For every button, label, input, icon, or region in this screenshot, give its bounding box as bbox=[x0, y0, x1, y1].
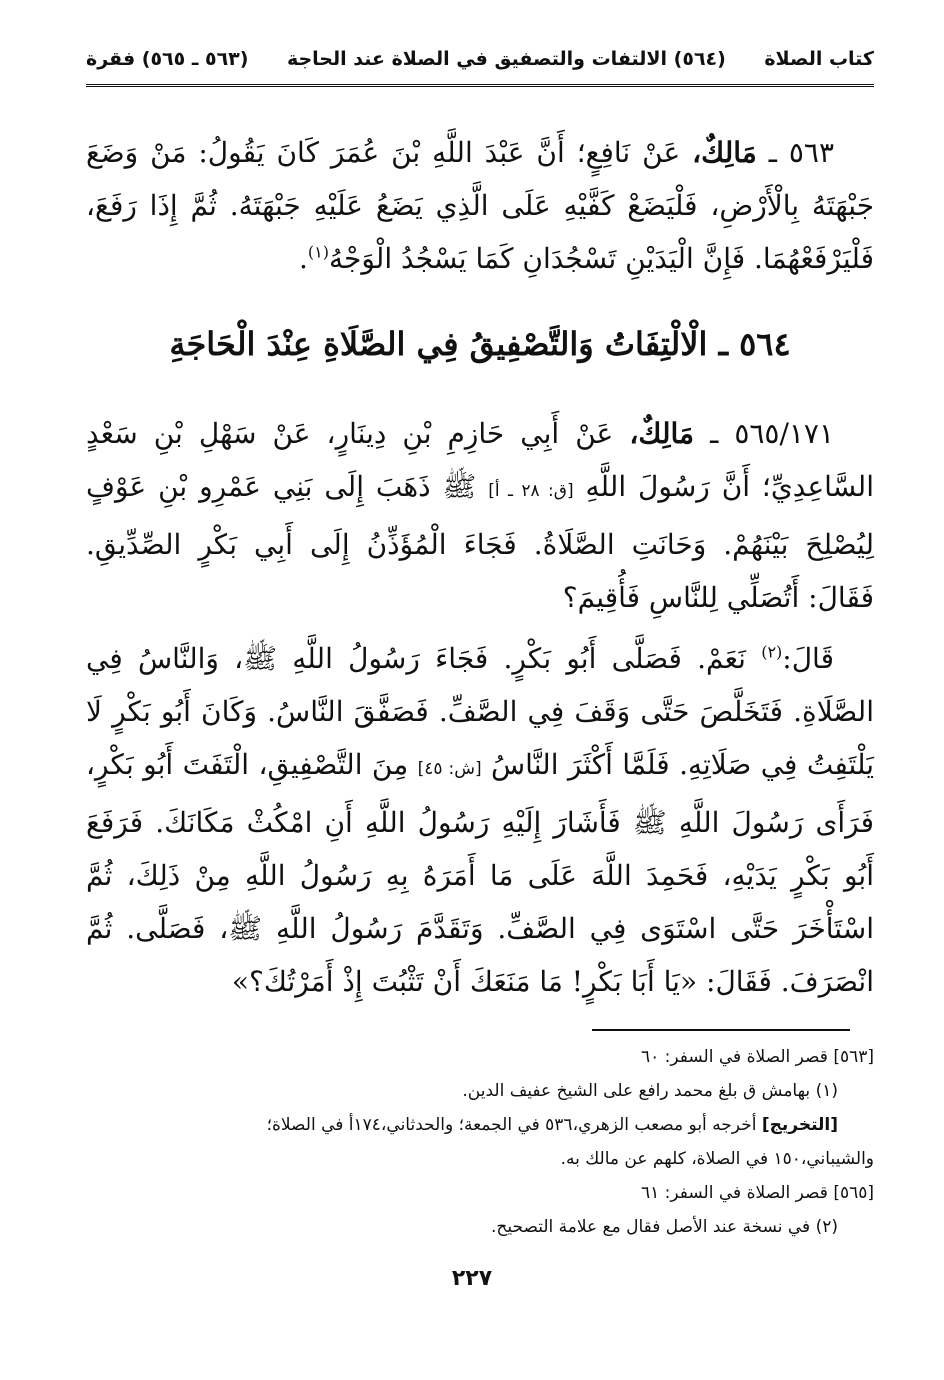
footnotes bbox=[86, 1040, 874, 1244]
hadith-563-text: عَنْ نَافِعٍ؛ أَنَّ عَبْدَ اللَّهِ بْنَ عُمَرَ كَانَ يَقُولُ: مَنْ وَضَعَ جَبْهَتَهُ بِالْأَرْضِ، فَلْيَضَعْ كَفَّيْهِ عَلَى الَّذِي يَضَعُ عَلَيْهِ جَبْهَتَهُ. ثُمَّ إِذَا رَفَعَ، فَلْيَرْفَعْهُمَا. فَإِنَّ الْيَدَيْنِ تَسْجُدَانِ كَمَا يَسْجُدُ الْوَجْهُ bbox=[86, 136, 874, 275]
hadith-565-part-1 bbox=[86, 407, 874, 624]
hadith-563-number: ٥٦٣ ـ bbox=[768, 136, 835, 169]
footnote-takhrij bbox=[86, 1108, 874, 1142]
hadith-565-text-b: ﷺ ذَهَبَ إِلَى بَنِي عَمْرِو بْنِ عَوْفٍ لِيُصْلِحَ بَيْنَهُمْ. وَحَانَتِ الصَّلَاةُ. فَجَاءَ الْمُؤَذِّنُ إِلَى أَبِي بَكْرٍ الصِّدِّيقِ. فَقَالَ: أَتُصَلِّي لِلنَّاسِ فَأُقِيمَ؟ bbox=[86, 470, 874, 614]
header-rule bbox=[86, 84, 874, 87]
manuscript-ref-2: [ش: ٤٥] bbox=[417, 759, 482, 779]
footnote-rule bbox=[592, 1029, 850, 1031]
takhrij-text: أخرجه أبو مصعب الزهري،٥٣٦ في الجمعة؛ والحدثاني،١٧٤أ في الصلاة؛ bbox=[266, 1115, 757, 1135]
hadith-565-text-c: نَعَمْ. فَصَلَّى أَبُو بَكْرٍ. فَجَاءَ رَسُولُ اللَّهِ ﷺ، وَالنَّاسُ فِي الصَّلَاةِ. فَتَخَلَّصَ حَتَّى وَقَفَ فِي الصَّفِّ. فَصَفَّقَ النَّاسُ. وَكَانَ أَبُو بَكْرٍ لَا يَلْتَفِتُ فِي صَلَاتِهِ. فَلَمَّا أَكْثَرَ النَّاسُ bbox=[86, 642, 875, 781]
hadith-565-said: قَالَ: bbox=[782, 642, 834, 675]
footnote-takhrij-continued: والشيباني،١٥٠ في الصلاة، كلهم عن مالك به. bbox=[560, 1149, 874, 1169]
footnote-marker-1[interactable]: (١) bbox=[307, 242, 329, 262]
hadith-565-part-2 bbox=[86, 632, 874, 1008]
hadith-565-number: ٥٦٥/١٧١ ـ bbox=[710, 417, 834, 450]
running-header bbox=[86, 42, 874, 76]
footnote-2: (٢) في نسخة عند الأصل فقال مع علامة التصحيح. bbox=[490, 1217, 838, 1237]
hadith-563: ٥٦٣ ـ مَالِكٌ، عَنْ نَافِعٍ؛ أَنَّ عَبْدَ اللَّهِ بْنَ عُمَرَ كَانَ يَقُولُ: مَنْ وَضَعَ جَبْهَتَهُ بِالْأَرْضِ، فَلْيَضَعْ كَفَّيْهِ عَلَى الَّذِي يَضَعُ عَلَيْهِ جَبْهَتَهُ. ثُمَّ إِذَا رَفَعَ، فَلْيَرْفَعْهُمَا. فَإِنَّ الْيَدَيْنِ تَسْجُدَانِ كَمَا يَسْجُدُ الْوَجْهُ$^{(١)}$. bbox=[86, 136, 874, 275]
takhrij-label: [التخريج] bbox=[761, 1115, 838, 1135]
footnote-marker-2[interactable]: (٢) bbox=[761, 642, 783, 662]
chapter-heading: ٥٦٤ ـ الْالْتِفَاتُ وَالتَّصْفِيقُ فِي الصَّلَاةِ عِنْدَ الْحَاجَةِ bbox=[169, 325, 791, 363]
header-chapter-title: (٥٦٤) الالتفات والتصفيق في الصلاة عند الحاجة bbox=[286, 48, 726, 70]
hadith-565-text-a: عَنْ أَبِي حَازِمِ بْنِ دِينَارٍ، عَنْ سَهْلِ بْنِ سَعْدٍ السَّاعِدِيِّ؛ أَنَّ رَسُولَ اللَّهِ bbox=[86, 417, 874, 503]
hadith-565-narrator: مَالِكٌ، bbox=[629, 417, 695, 450]
page-number: ٢٢٧ bbox=[451, 1266, 493, 1291]
footnote-1: (١) بهامش ق بلغ محمد رافع على الشيخ عفيف الدين. bbox=[462, 1081, 838, 1101]
manuscript-ref-1: [ق: ٢٨ ـ أ] bbox=[488, 481, 574, 501]
hadith-565-text-d: مِنَ التَّصْفِيقِ، الْتَفَتَ أَبُو بَكْرٍ، فَرَأَى رَسُولَ اللَّهِ ﷺ فَأَشَارَ إِلَيْهِ رَسُولُ اللَّهِ أَنِ امْكُثْ مَكَانَكَ. فَرَفَعَ أَبُو بَكْرٍ يَدَيْهِ، فَحَمِدَ اللَّهَ عَلَى مَا أَمَرَهُ بِهِ رَسُولُ اللَّهِ مِنْ ذَلِكَ، ثُمَّ اسْتَأْخَرَ حَتَّى اسْتَوَى فِي الصَّفِّ. وَتَقَدَّمَ رَسُولُ اللَّهِ ﷺ، فَصَلَّى. ثُمَّ انْصَرَفَ. فَقَالَ: «يَا أَبَا بَكْرٍ! مَا مَنَعَكَ أَنْ تَثْبُتَ إِذْ أَمَرْتُكَ؟» bbox=[86, 748, 874, 998]
footnote-source-565: [٥٦٥] قصر الصلاة في السفر: ٦١ bbox=[641, 1183, 874, 1203]
hadith-563-narrator: مَالِكٌ، bbox=[692, 136, 757, 169]
footnote-source-563: [٥٦٣] قصر الصلاة في السفر: ٦٠ bbox=[641, 1047, 874, 1067]
header-book-title: كتاب الصلاة bbox=[764, 48, 874, 70]
header-paragraph-range: (٥٦٣ ـ ٥٦٥) فقرة bbox=[86, 48, 249, 70]
